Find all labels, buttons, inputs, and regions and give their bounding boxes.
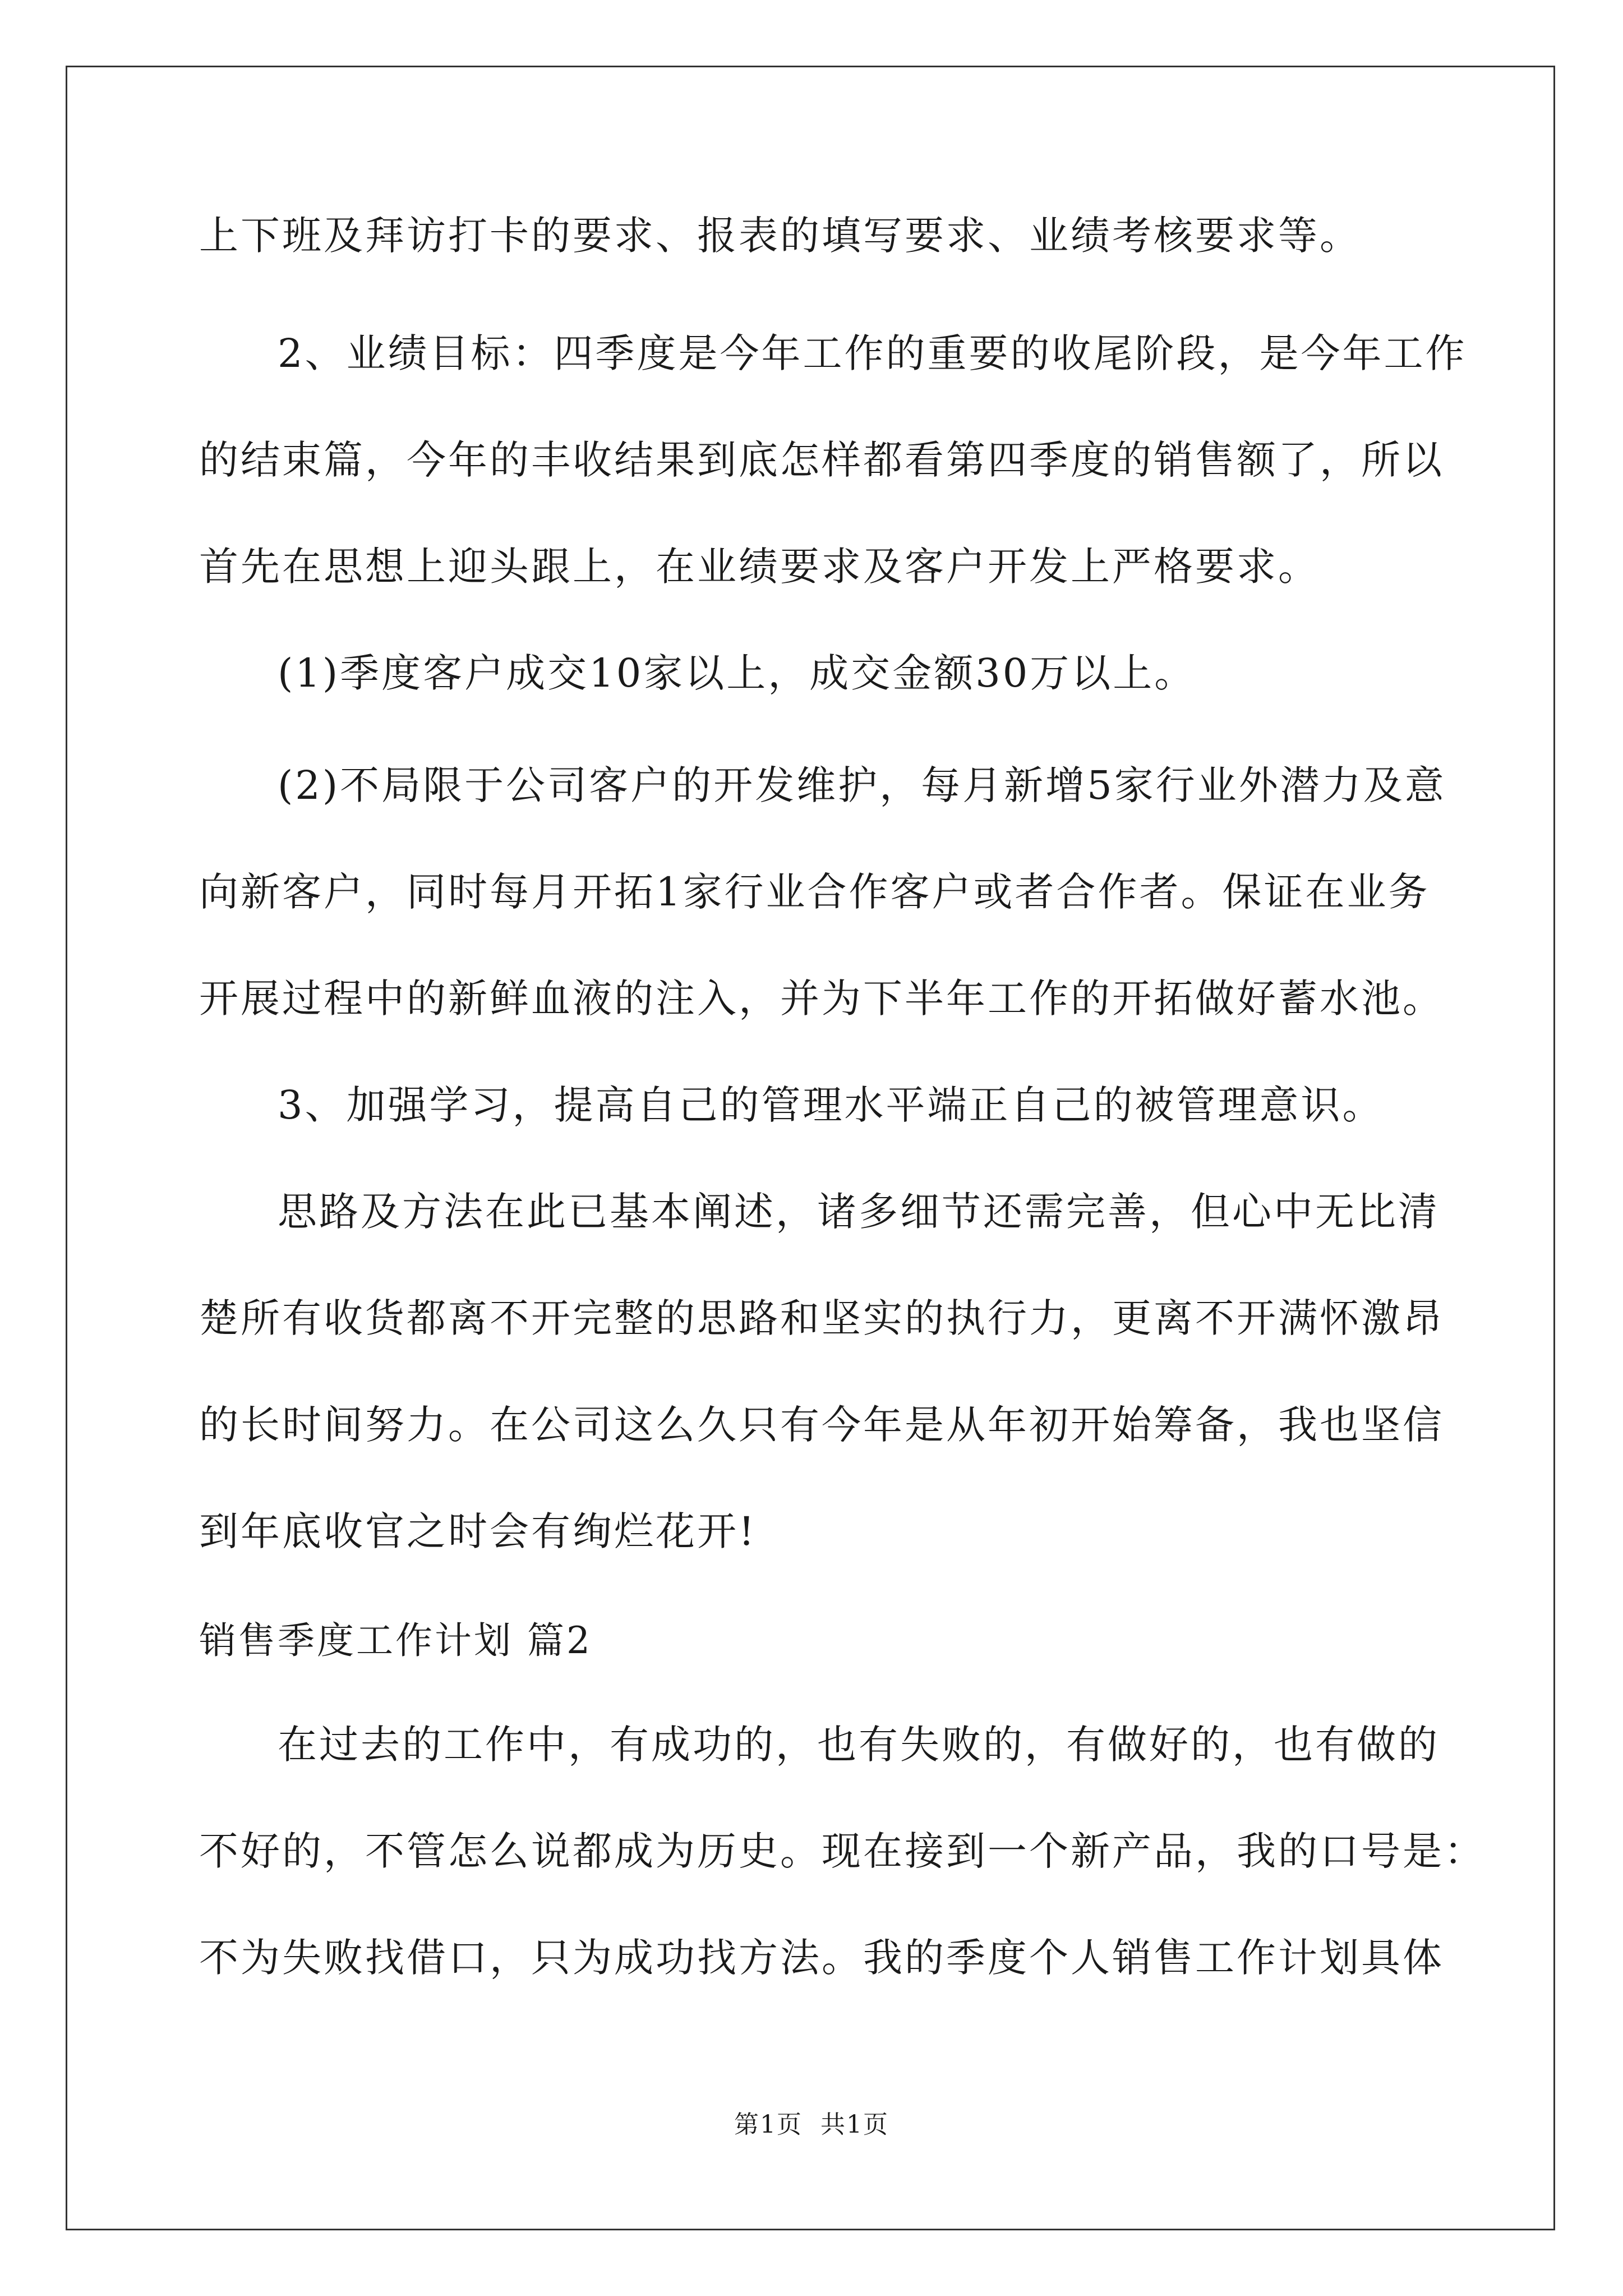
page-total: 共1页	[820, 2110, 889, 2139]
paragraph-line: 到年底收官之时会有绚烂花开!	[199, 1508, 757, 1554]
section-heading: 销售季度工作计划 篇2	[199, 1619, 592, 1662]
paragraph-line: 向新客户，同时每月开拓1家行业合作客户或者合作者。保证在业务	[199, 869, 1430, 915]
page-footer	[0, 2108, 1623, 2142]
paragraph-line: 开展过程中的新鲜血液的注入，并为下半年工作的开拓做好蓄水池。	[199, 976, 1444, 1022]
paragraph-line: 不为失败找借口，只为成功找方法。我的季度个人销售工作计划具体	[199, 1935, 1444, 1981]
paragraph-line: (2)不局限于公司客户的开发维护，每月新增5家行业外潜力及意	[278, 762, 1446, 808]
paragraph-line: 楚所有收货都离不开完整的思路和坚实的执行力，更离不开满怀激昂	[199, 1295, 1444, 1341]
paragraph-line: 上下班及拜访打卡的要求、报表的填写要求、业绩考核要求等。	[199, 213, 1361, 259]
paragraph-line: 的结束篇，今年的丰收结果到底怎样都看第四季度的销售额了，所以	[199, 437, 1444, 483]
page-border	[66, 66, 1555, 2230]
paragraph-line: 3、加强学习，提高自己的管理水平端正自己的被管理意识。	[278, 1082, 1384, 1128]
paragraph-line: 不好的，不管怎么说都成为历史。现在接到一个新产品，我的口号是：	[199, 1828, 1486, 1874]
paragraph-line: 在过去的工作中，有成功的，也有失败的，有做好的，也有做的	[278, 1722, 1440, 1768]
paragraph-line: (1)季度客户成交10家以上，成交金额30万以上。	[278, 650, 1196, 696]
paragraph-line: 2、业绩目标：四季度是今年工作的重要的收尾阶段，是今年工作	[278, 330, 1467, 376]
paragraph-line: 首先在思想上迎头跟上，在业绩要求及客户开发上严格要求。	[199, 544, 1320, 590]
paragraph-line: 的长时间努力。在公司这么久只有今年是从年初开始筹备，我也坚信	[199, 1402, 1444, 1448]
paragraph-line: 思路及方法在此已基本阐述，诸多细节还需完善，但心中无比清	[278, 1189, 1440, 1235]
page-number: 第1页	[734, 2110, 803, 2139]
